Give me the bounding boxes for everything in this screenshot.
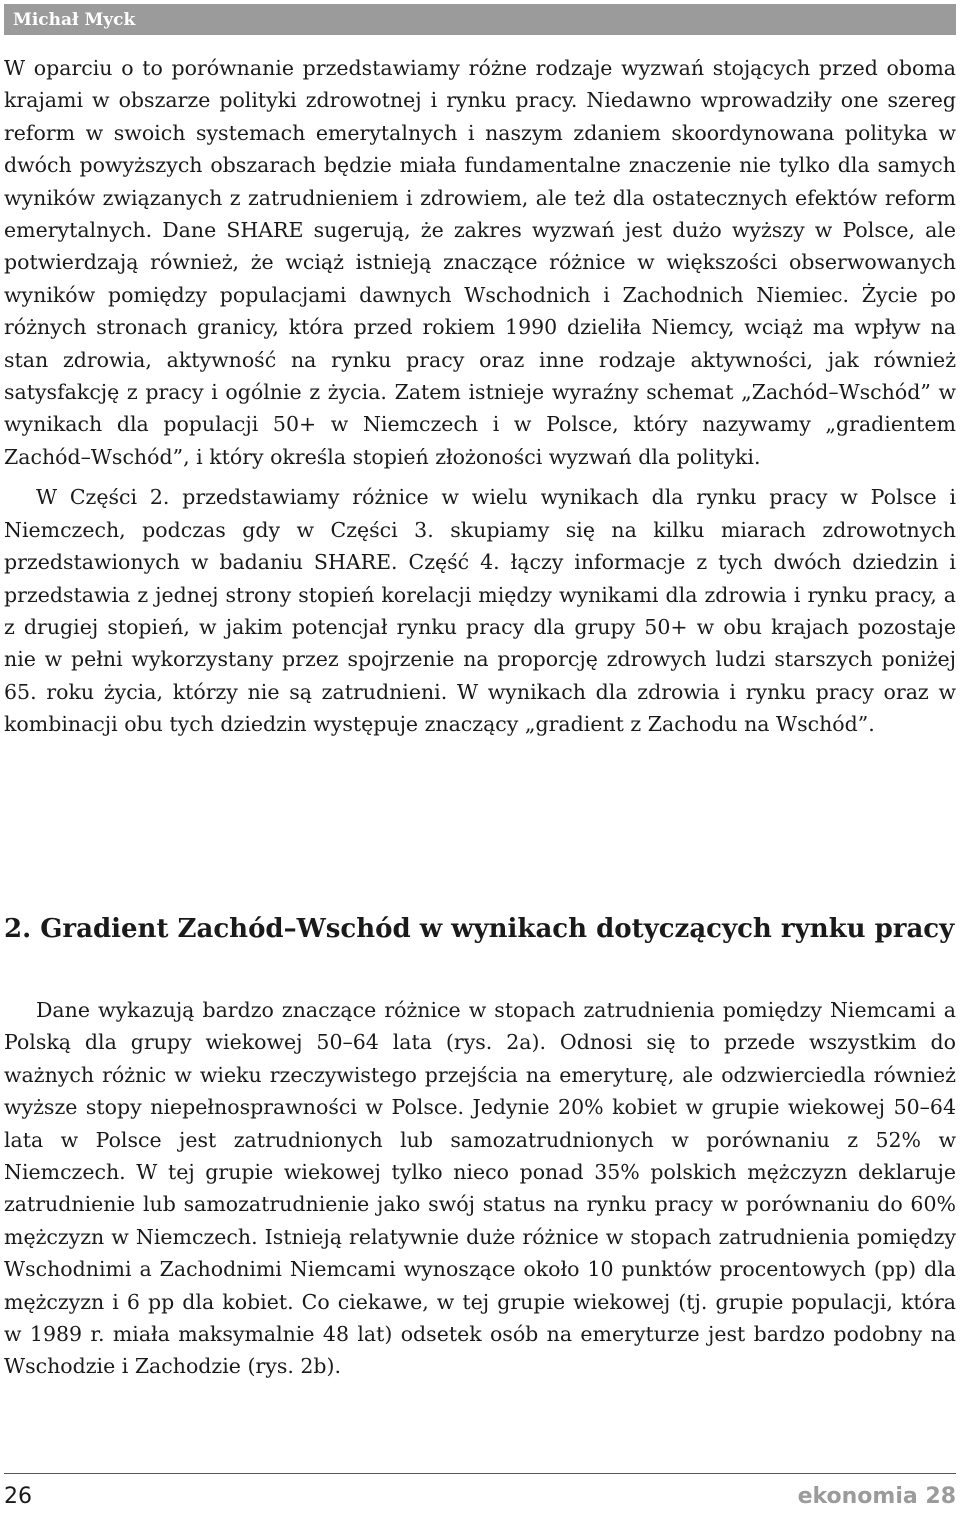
running-header-author: Michał Myck: [13, 10, 136, 30]
body-text: [4, 52, 956, 741]
section-body: [4, 994, 956, 1383]
journal-name: ekonomia 28: [797, 1484, 956, 1509]
running-header-bar: [4, 4, 956, 35]
footer-divider: [4, 1473, 956, 1474]
section-heading: 2. Gradient Zachód–Wschód w wynikach dotyczących rynku pracy: [4, 914, 955, 944]
paragraph-intro: W oparciu o to porównanie przedstawiamy różne rodzaje wyzwań stojących przed oboma krajami w obszarze polityki zdrowotnej i rynku pracy. Niedawno wprowadziły one szereg reform w swoich systemach emerytalnych i naszym zdaniem skoordynowana polityka w dwóch powyższych obszarach będzie miała fundamentalne znaczenie nie tylko dla samych wyników związanych z zatrudnieniem i zdrowiem, ale też dla ostatecznych efektów reform emerytalnych. Dane SHARE sugerują, że zakres wyzwań jest dużo wyższy w Polsce, ale potwierdzają również, że wciąż istnieją znaczące różnice w większości obserwowanych wyników pomiędzy populacjami dawnych Wschodnich i Zachodnich Niemiec. Życie po różnych stronach granicy, która przed rokiem 1990 dzieliła Niemcy, wciąż ma wpływ na stan zdrowia, aktywność na rynku pracy oraz inne rodzaje aktywności, jak również satysfakcję z pracy i ogólnie z życia. Zatem istnieje wyraźny schemat „Zachód–Wschód” w wynikach dla populacji 50+ w Niemczech i w Polsce, który nazywamy „gradientem Zachód–Wschód”, i który określa stopień złożoności wyzwań dla polityki.: [4, 56, 956, 469]
page-number: 26: [4, 1484, 32, 1509]
paragraph-section-2: Dane wykazują bardzo znaczące różnice w stopach zatrudnienia pomiędzy Niemcami a Polską dla grupy wiekowej 50–64 lata (rys. 2a). Odnosi się to przede wszystkim do ważnych różnic w wieku rzeczywistego przejścia na emeryturę, ale odzwierciedla również wyższe stopy niepełnosprawności w Polsce. Jedynie 20% kobiet w grupie wiekowej 50–64 lata w Polsce jest zatrudnionych lub samozatrudnionych w porównaniu z 52% w Niemczech. W tej grupie wiekowej tylko nieco ponad 35% polskich mężczyzn deklaruje zatrudnienie lub samozatrudnienie jako swój status na rynku pracy w porównaniu do 60% mężczyzn w Niemczech. Istnieją relatywnie duże różnice w stopach zatrudnienia pomiędzy Wschodnimi a Zachodnimi Niemcami wynoszące około 10 punktów procentowych (pp) dla mężczyzn i 6 pp dla kobiet. Co ciekawe, w tej grupie wiekowej (tj. grupie populacji, która w 1989 r. miała maksymalnie 48 lat) odsetek osób na emeryturze jest bardzo podobny na Wschodzie i Zachodzie (rys. 2b).: [4, 998, 956, 1379]
paragraph-outline: W Części 2. przedstawiamy różnice w wielu wynikach dla rynku pracy w Polsce i Niemczech, podczas gdy w Części 3. skupiamy się na kilku miarach zdrowotnych przedstawionych w badaniu SHARE. Część 4. łączy informacje z tych dwóch dziedzin i przedstawia z jednej strony stopień korelacji między wynikami dla zdrowia i rynku pracy, a z drugiej stopień, w jakim potencjał rynku pracy dla grupy 50+ w obu krajach pozostaje nie w pełni wykorzystany przez spojrzenie na proporcję zdrowych ludzi starszych poniżej 65. roku życia, którzy nie są zatrudnieni. W wynikach dla zdrowia i rynku pracy oraz w kombinacji obu tych dziedzin występuje znaczący „gradient z Zachodu na Wschód”.: [4, 485, 956, 737]
